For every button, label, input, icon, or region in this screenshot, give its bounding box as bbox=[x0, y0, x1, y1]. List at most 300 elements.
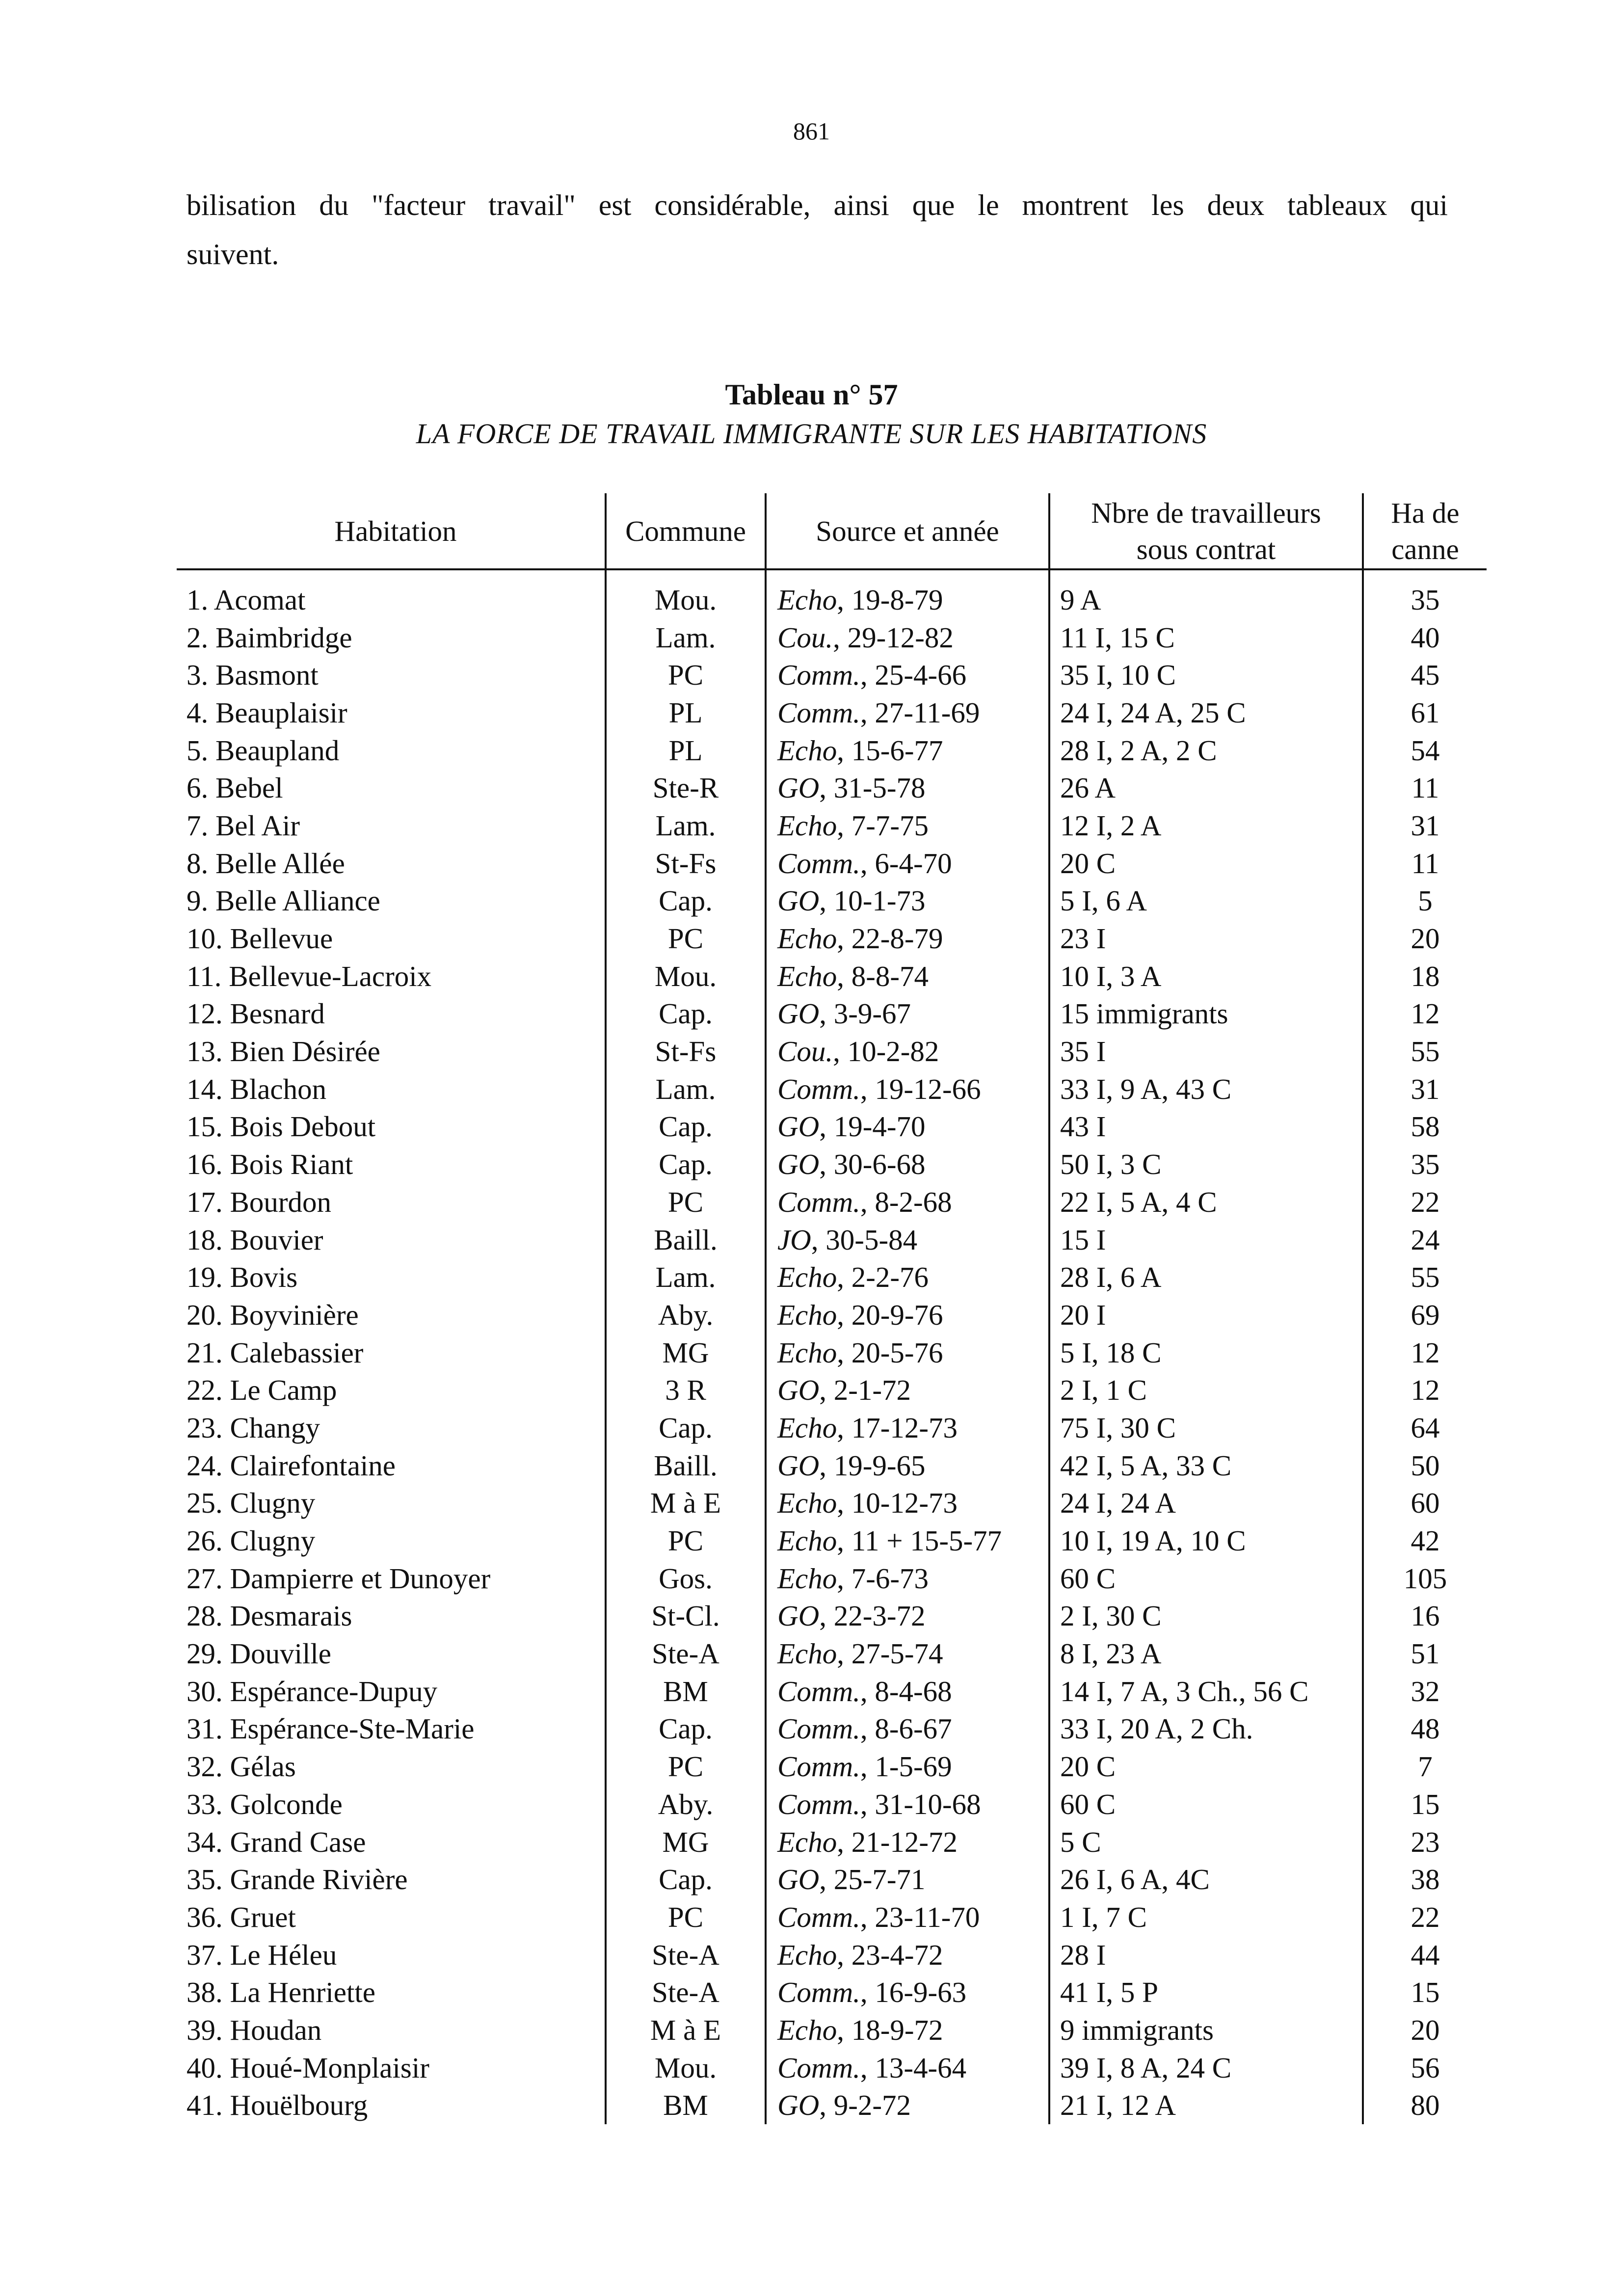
cell-workers: 75 I, 30 C bbox=[1049, 1409, 1363, 1447]
cell-source-name: Echo bbox=[777, 1524, 837, 1557]
cell-commune: Baill. bbox=[606, 1221, 766, 1259]
cell-workers: 26 A bbox=[1049, 769, 1363, 807]
cell-hectares: 55 bbox=[1363, 1033, 1487, 1070]
cell-source-name: GO bbox=[777, 772, 820, 804]
cell-workers: 10 I, 19 A, 10 C bbox=[1049, 1522, 1363, 1560]
cell-source-name: Comm. bbox=[777, 1675, 860, 1708]
cell-source-date: , 25-4-66 bbox=[860, 659, 967, 692]
cell-commune: PC bbox=[606, 1898, 766, 1936]
table-row bbox=[177, 1334, 1487, 1372]
table-row bbox=[177, 1371, 1487, 1409]
table-row bbox=[177, 1710, 1487, 1748]
table-header-row bbox=[177, 493, 1487, 569]
cell-source-date: , 10-1-73 bbox=[819, 884, 926, 917]
cell-source-name: Echo bbox=[777, 1298, 837, 1331]
cell-source-date: , 20-9-76 bbox=[837, 1298, 943, 1331]
cell-commune: Cap. bbox=[606, 882, 766, 920]
cell-hectares: 12 bbox=[1363, 1371, 1487, 1409]
cell-source bbox=[766, 882, 1049, 920]
intro-paragraph bbox=[186, 181, 1448, 279]
page-number: 861 bbox=[793, 117, 830, 145]
cell-hectares: 11 bbox=[1363, 845, 1487, 882]
cell-source-name: Echo bbox=[777, 1261, 837, 1294]
table-row bbox=[177, 1898, 1487, 1936]
cell-source-date: , 2-2-76 bbox=[837, 1261, 929, 1294]
cell-hectares: 31 bbox=[1363, 807, 1487, 845]
header-hectares-line-1: Ha de bbox=[1391, 496, 1460, 529]
cell-workers: 50 I, 3 C bbox=[1049, 1146, 1363, 1183]
cell-hectares: 7 bbox=[1363, 1748, 1487, 1786]
cell-source-name: Comm. bbox=[777, 2051, 860, 2084]
cell-workers: 5 I, 18 C bbox=[1049, 1334, 1363, 1372]
cell-commune: PC bbox=[606, 1522, 766, 1560]
table-row bbox=[177, 1560, 1487, 1598]
cell-hectares: 61 bbox=[1363, 694, 1487, 732]
cell-workers: 28 I, 6 A bbox=[1049, 1258, 1363, 1296]
cell-source-date: , 1-5-69 bbox=[860, 1750, 952, 1783]
table-row bbox=[177, 1522, 1487, 1560]
cell-source-date: , 16-9-63 bbox=[860, 1976, 967, 2009]
cell-hectares: 55 bbox=[1363, 1258, 1487, 1296]
table-row bbox=[177, 2087, 1487, 2125]
cell-workers: 42 I, 5 A, 33 C bbox=[1049, 1447, 1363, 1485]
cell-habitation: 5. Beaupland bbox=[186, 734, 340, 767]
cell-workers: 60 C bbox=[1049, 1786, 1363, 1823]
table-row bbox=[177, 1786, 1487, 1823]
cell-commune: PL bbox=[606, 732, 766, 770]
cell-source bbox=[766, 569, 1049, 619]
cell-source bbox=[766, 1221, 1049, 1259]
cell-habitation: 7. Bel Air bbox=[186, 809, 300, 842]
header-source: Source et année bbox=[766, 493, 1049, 569]
cell-source-name: Echo bbox=[777, 1938, 837, 1971]
table-row bbox=[177, 1108, 1487, 1146]
cell-commune: St-Fs bbox=[606, 1033, 766, 1070]
table-row bbox=[177, 1146, 1487, 1183]
cell-commune: Cap. bbox=[606, 1409, 766, 1447]
cell-source-date: , 18-9-72 bbox=[837, 2013, 943, 2046]
table-row bbox=[177, 1936, 1487, 1974]
cell-source-name: GO bbox=[777, 1110, 820, 1143]
cell-source-date: , 11 + 15-5-77 bbox=[837, 1524, 1002, 1557]
cell-source-name: GO bbox=[777, 2089, 820, 2122]
cell-habitation: 24. Clairefontaine bbox=[186, 1449, 396, 1482]
cell-source-name: Comm. bbox=[777, 696, 860, 729]
cell-source bbox=[766, 995, 1049, 1033]
cell-workers: 9 A bbox=[1049, 569, 1363, 619]
cell-source-date: , 15-6-77 bbox=[837, 734, 943, 767]
cell-habitation: 11. Bellevue-Lacroix bbox=[186, 960, 432, 992]
cell-source bbox=[766, 1748, 1049, 1786]
cell-hectares: 24 bbox=[1363, 1221, 1487, 1259]
cell-habitation: 27. Dampierre et Dunoyer bbox=[186, 1562, 491, 1595]
cell-workers: 11 I, 15 C bbox=[1049, 619, 1363, 657]
cell-hectares: 22 bbox=[1363, 1898, 1487, 1936]
cell-source bbox=[766, 1409, 1049, 1447]
cell-source-name: Echo bbox=[777, 1487, 837, 1520]
cell-source bbox=[766, 1635, 1049, 1673]
cell-habitation: 1. Acomat bbox=[186, 583, 306, 616]
cell-commune: Mou. bbox=[606, 958, 766, 995]
cell-hectares: 51 bbox=[1363, 1635, 1487, 1673]
cell-commune: Gos. bbox=[606, 1560, 766, 1598]
cell-source-date: , 8-2-68 bbox=[860, 1185, 952, 1218]
cell-source bbox=[766, 1070, 1049, 1108]
cell-habitation: 38. La Henriette bbox=[186, 1976, 375, 2009]
cell-commune: Lam. bbox=[606, 1258, 766, 1296]
cell-source bbox=[766, 1560, 1049, 1598]
cell-source-date: , 6-4-70 bbox=[860, 847, 952, 880]
cell-source-name: Comm. bbox=[777, 1185, 860, 1218]
cell-habitation: 8. Belle Allée bbox=[186, 847, 345, 880]
cell-habitation: 35. Grande Rivière bbox=[186, 1863, 408, 1896]
cell-habitation: 33. Golconde bbox=[186, 1788, 343, 1820]
cell-workers: 9 immigrants bbox=[1049, 2011, 1363, 2049]
cell-commune: PC bbox=[606, 656, 766, 694]
cell-source-name: GO bbox=[777, 1863, 820, 1896]
table-row bbox=[177, 1748, 1487, 1786]
cell-source-name: Echo bbox=[777, 734, 837, 767]
cell-hectares: 12 bbox=[1363, 995, 1487, 1033]
table-row bbox=[177, 569, 1487, 619]
table-row bbox=[177, 1221, 1487, 1259]
cell-commune: Cap. bbox=[606, 1108, 766, 1146]
cell-source-name: Echo bbox=[777, 583, 837, 616]
cell-hectares: 35 bbox=[1363, 569, 1487, 619]
cell-source-date: , 27-5-74 bbox=[837, 1637, 943, 1670]
cell-hectares: 23 bbox=[1363, 1823, 1487, 1861]
cell-habitation: 14. Blachon bbox=[186, 1072, 327, 1105]
cell-commune: PC bbox=[606, 920, 766, 958]
cell-hectares: 48 bbox=[1363, 1710, 1487, 1748]
table-row bbox=[177, 920, 1487, 958]
cell-source-name: Echo bbox=[777, 1562, 837, 1595]
cell-habitation: 23. Changy bbox=[186, 1411, 320, 1444]
cell-source-date: , 23-11-70 bbox=[860, 1900, 980, 1933]
cell-source-name: Cou. bbox=[777, 1035, 833, 1068]
cell-commune: Cap. bbox=[606, 1710, 766, 1748]
cell-habitation: 32. Gélas bbox=[186, 1750, 296, 1783]
cell-hectares: 11 bbox=[1363, 769, 1487, 807]
table-body bbox=[177, 569, 1487, 2124]
cell-source-date: , 10-2-82 bbox=[833, 1035, 939, 1068]
cell-source bbox=[766, 1447, 1049, 1485]
cell-source-date: , 13-4-64 bbox=[860, 2051, 967, 2084]
header-habitation: Habitation bbox=[177, 493, 606, 569]
cell-workers: 15 immigrants bbox=[1049, 995, 1363, 1033]
cell-habitation: 30. Espérance-Dupuy bbox=[186, 1675, 438, 1708]
cell-source bbox=[766, 1898, 1049, 1936]
cell-hectares: 5 bbox=[1363, 882, 1487, 920]
cell-source-name: GO bbox=[777, 997, 820, 1030]
cell-source-date: , 30-5-84 bbox=[811, 1223, 918, 1256]
cell-habitation: 13. Bien Désirée bbox=[186, 1035, 380, 1068]
cell-habitation: 25. Clugny bbox=[186, 1487, 316, 1520]
cell-commune: Ste-A bbox=[606, 1974, 766, 2011]
cell-commune: Aby. bbox=[606, 1296, 766, 1334]
cell-commune: Lam. bbox=[606, 807, 766, 845]
table-row bbox=[177, 619, 1487, 657]
cell-source-name: Echo bbox=[777, 1336, 837, 1369]
cell-source bbox=[766, 958, 1049, 995]
cell-commune: Ste-R bbox=[606, 769, 766, 807]
cell-hectares: 54 bbox=[1363, 732, 1487, 770]
cell-source bbox=[766, 1936, 1049, 1974]
cell-source bbox=[766, 1371, 1049, 1409]
cell-commune: PL bbox=[606, 694, 766, 732]
cell-workers: 15 I bbox=[1049, 1221, 1363, 1259]
cell-habitation: 39. Houdan bbox=[186, 2013, 322, 2046]
cell-source-name: Comm. bbox=[777, 1712, 860, 1745]
cell-hectares: 20 bbox=[1363, 2011, 1487, 2049]
cell-source-name: Cou. bbox=[777, 621, 833, 654]
table-row bbox=[177, 1861, 1487, 1898]
cell-source bbox=[766, 1334, 1049, 1372]
cell-hectares: 105 bbox=[1363, 1560, 1487, 1598]
cell-workers: 20 C bbox=[1049, 845, 1363, 882]
cell-hectares: 56 bbox=[1363, 2049, 1487, 2087]
cell-source-name: JO bbox=[777, 1223, 811, 1256]
cell-source bbox=[766, 1786, 1049, 1823]
table-row bbox=[177, 2011, 1487, 2049]
cell-habitation: 3. Basmont bbox=[186, 659, 319, 692]
cell-habitation: 16. Bois Riant bbox=[186, 1148, 353, 1181]
cell-habitation: 17. Bourdon bbox=[186, 1185, 331, 1218]
cell-commune: 3 R bbox=[606, 1371, 766, 1409]
cell-source bbox=[766, 2049, 1049, 2087]
cell-workers: 41 I, 5 P bbox=[1049, 1974, 1363, 2011]
cell-hectares: 22 bbox=[1363, 1183, 1487, 1221]
cell-habitation: 31. Espérance-Ste-Marie bbox=[186, 1712, 475, 1745]
cell-workers: 20 C bbox=[1049, 1748, 1363, 1786]
cell-source-date: , 22-3-72 bbox=[819, 1600, 926, 1632]
table-row bbox=[177, 694, 1487, 732]
cell-habitation: 41. Houëlbourg bbox=[186, 2089, 368, 2122]
cell-source-date: , 19-8-79 bbox=[837, 583, 943, 616]
header-commune: Commune bbox=[606, 493, 766, 569]
cell-source-name: Echo bbox=[777, 809, 837, 842]
cell-source-name: Echo bbox=[777, 1825, 837, 1858]
table-subtitle: LA FORCE DE TRAVAIL IMMIGRANTE SUR LES HABITATIONS bbox=[416, 418, 1207, 450]
table-row bbox=[177, 656, 1487, 694]
cell-source bbox=[766, 769, 1049, 807]
cell-commune: Cap. bbox=[606, 1861, 766, 1898]
cell-source bbox=[766, 1673, 1049, 1710]
cell-source bbox=[766, 1108, 1049, 1146]
table-row bbox=[177, 2049, 1487, 2087]
cell-commune: M à E bbox=[606, 1485, 766, 1522]
cell-source-date: , 29-12-82 bbox=[833, 621, 954, 654]
cell-source-date: , 8-4-68 bbox=[860, 1675, 952, 1708]
cell-habitation: 2. Baimbridge bbox=[186, 621, 352, 654]
cell-hectares: 44 bbox=[1363, 1936, 1487, 1974]
cell-workers: 60 C bbox=[1049, 1560, 1363, 1598]
cell-workers: 10 I, 3 A bbox=[1049, 958, 1363, 995]
cell-source-date: , 25-7-71 bbox=[819, 1863, 926, 1896]
cell-commune: Mou. bbox=[606, 2049, 766, 2087]
cell-workers: 23 I bbox=[1049, 920, 1363, 958]
cell-source-date: , 3-9-67 bbox=[819, 997, 911, 1030]
cell-workers: 35 I bbox=[1049, 1033, 1363, 1070]
cell-hectares: 15 bbox=[1363, 1786, 1487, 1823]
cell-workers: 28 I bbox=[1049, 1936, 1363, 1974]
cell-source bbox=[766, 1974, 1049, 2011]
cell-hectares: 42 bbox=[1363, 1522, 1487, 1560]
cell-workers: 35 I, 10 C bbox=[1049, 656, 1363, 694]
table-row bbox=[177, 1033, 1487, 1070]
cell-workers: 21 I, 12 A bbox=[1049, 2087, 1363, 2125]
cell-hectares: 80 bbox=[1363, 2087, 1487, 2125]
cell-habitation: 20. Boyvinière bbox=[186, 1298, 359, 1331]
cell-source-date: , 30-6-68 bbox=[819, 1148, 926, 1181]
table-row bbox=[177, 958, 1487, 995]
cell-commune: St-Fs bbox=[606, 845, 766, 882]
cell-source-date: , 7-6-73 bbox=[837, 1562, 929, 1595]
table-row bbox=[177, 769, 1487, 807]
cell-habitation: 21. Calebassier bbox=[186, 1336, 364, 1369]
cell-source-date: , 19-9-65 bbox=[819, 1449, 926, 1482]
header-workers bbox=[1049, 493, 1363, 569]
cell-source-name: Comm. bbox=[777, 847, 860, 880]
cell-source-name: Comm. bbox=[777, 1976, 860, 2009]
cell-source bbox=[766, 2087, 1049, 2125]
cell-source-name: Echo bbox=[777, 1411, 837, 1444]
cell-habitation: 6. Bebel bbox=[186, 772, 283, 804]
cell-source bbox=[766, 1033, 1049, 1070]
cell-habitation: 40. Houé-Monplaisir bbox=[186, 2051, 429, 2084]
cell-commune: MG bbox=[606, 1823, 766, 1861]
cell-workers: 2 I, 30 C bbox=[1049, 1598, 1363, 1635]
cell-source bbox=[766, 920, 1049, 958]
cell-commune: MG bbox=[606, 1334, 766, 1372]
cell-source-date: , 19-12-66 bbox=[860, 1072, 981, 1105]
table-title: Tableau n° 57 bbox=[725, 378, 898, 411]
cell-workers: 5 C bbox=[1049, 1823, 1363, 1861]
cell-workers: 22 I, 5 A, 4 C bbox=[1049, 1183, 1363, 1221]
cell-workers: 24 I, 24 A bbox=[1049, 1485, 1363, 1522]
cell-source-date: , 21-12-72 bbox=[837, 1825, 958, 1858]
table-row bbox=[177, 1974, 1487, 2011]
cell-habitation: 12. Besnard bbox=[186, 997, 325, 1030]
cell-source-name: Comm. bbox=[777, 1900, 860, 1933]
header-hectares-line-2: canne bbox=[1391, 533, 1459, 565]
cell-source-name: Echo bbox=[777, 922, 837, 955]
cell-commune: Cap. bbox=[606, 1146, 766, 1183]
cell-workers: 39 I, 8 A, 24 C bbox=[1049, 2049, 1363, 2087]
cell-commune: BM bbox=[606, 1673, 766, 1710]
cell-hectares: 69 bbox=[1363, 1296, 1487, 1334]
cell-source-date: , 10-12-73 bbox=[837, 1487, 958, 1520]
cell-workers: 43 I bbox=[1049, 1108, 1363, 1146]
cell-habitation: 10. Bellevue bbox=[186, 922, 333, 955]
cell-source bbox=[766, 1485, 1049, 1522]
cell-commune: Lam. bbox=[606, 1070, 766, 1108]
cell-commune: Aby. bbox=[606, 1786, 766, 1823]
cell-source-name: GO bbox=[777, 1449, 820, 1482]
cell-workers: 8 I, 23 A bbox=[1049, 1635, 1363, 1673]
table-row bbox=[177, 1183, 1487, 1221]
cell-source bbox=[766, 1598, 1049, 1635]
cell-workers: 33 I, 20 A, 2 Ch. bbox=[1049, 1710, 1363, 1748]
cell-workers: 24 I, 24 A, 25 C bbox=[1049, 694, 1363, 732]
cell-source bbox=[766, 1710, 1049, 1748]
cell-hectares: 35 bbox=[1363, 1146, 1487, 1183]
table-row bbox=[177, 1673, 1487, 1710]
cell-commune: Mou. bbox=[606, 569, 766, 619]
cell-source bbox=[766, 619, 1049, 657]
cell-habitation: 18. Bouvier bbox=[186, 1223, 323, 1256]
cell-source bbox=[766, 845, 1049, 882]
table-row bbox=[177, 1296, 1487, 1334]
cell-habitation: 28. Desmarais bbox=[186, 1600, 352, 1632]
cell-source-name: Echo bbox=[777, 2013, 837, 2046]
cell-habitation: 29. Douville bbox=[186, 1637, 331, 1670]
cell-commune: M à E bbox=[606, 2011, 766, 2049]
cell-hectares: 50 bbox=[1363, 1447, 1487, 1485]
table-row bbox=[177, 882, 1487, 920]
cell-source bbox=[766, 1522, 1049, 1560]
cell-habitation: 4. Beauplaisir bbox=[186, 696, 347, 729]
cell-hectares: 38 bbox=[1363, 1861, 1487, 1898]
cell-source-name: Echo bbox=[777, 1637, 837, 1670]
cell-source-name: Comm. bbox=[777, 1072, 860, 1105]
table-row bbox=[177, 732, 1487, 770]
cell-source-date: , 7-7-75 bbox=[837, 809, 929, 842]
cell-habitation: 26. Clugny bbox=[186, 1524, 316, 1557]
cell-commune: BM bbox=[606, 2087, 766, 2125]
table-row bbox=[177, 1485, 1487, 1522]
table-row bbox=[177, 1447, 1487, 1485]
cell-habitation: 9. Belle Alliance bbox=[186, 884, 380, 917]
cell-habitation: 37. Le Héleu bbox=[186, 1938, 337, 1971]
cell-habitation: 22. Le Camp bbox=[186, 1374, 337, 1407]
cell-source-name: GO bbox=[777, 1148, 820, 1181]
table-row bbox=[177, 995, 1487, 1033]
cell-source-name: Echo bbox=[777, 960, 837, 992]
cell-source-date: , 31-5-78 bbox=[819, 772, 926, 804]
table-row bbox=[177, 1635, 1487, 1673]
cell-hectares: 20 bbox=[1363, 920, 1487, 958]
cell-source bbox=[766, 1861, 1049, 1898]
cell-source-name: GO bbox=[777, 1600, 820, 1632]
cell-workers: 2 I, 1 C bbox=[1049, 1371, 1363, 1409]
cell-source-date: , 8-8-74 bbox=[837, 960, 929, 992]
cell-hectares: 16 bbox=[1363, 1598, 1487, 1635]
cell-source bbox=[766, 1823, 1049, 1861]
cell-commune: St-Cl. bbox=[606, 1598, 766, 1635]
cell-workers: 33 I, 9 A, 43 C bbox=[1049, 1070, 1363, 1108]
cell-habitation: 19. Bovis bbox=[186, 1261, 298, 1294]
cell-source bbox=[766, 807, 1049, 845]
cell-source bbox=[766, 1183, 1049, 1221]
header-workers-line-2: sous contrat bbox=[1136, 533, 1276, 565]
cell-source-date: , 22-8-79 bbox=[837, 922, 943, 955]
cell-source-date: , 20-5-76 bbox=[837, 1336, 943, 1369]
cell-hectares: 31 bbox=[1363, 1070, 1487, 1108]
cell-commune: Ste-A bbox=[606, 1936, 766, 1974]
table-row bbox=[177, 1823, 1487, 1861]
cell-hectares: 32 bbox=[1363, 1673, 1487, 1710]
cell-source-date: , 8-6-67 bbox=[860, 1712, 952, 1745]
cell-habitation: 34. Grand Case bbox=[186, 1825, 366, 1858]
labour-force-table bbox=[177, 493, 1487, 2124]
cell-habitation: 15. Bois Debout bbox=[186, 1110, 376, 1143]
intro-line-2: suivent. bbox=[186, 238, 279, 270]
cell-workers: 1 I, 7 C bbox=[1049, 1898, 1363, 1936]
cell-source-name: Comm. bbox=[777, 1788, 860, 1820]
table-row bbox=[177, 1409, 1487, 1447]
cell-source-name: GO bbox=[777, 1374, 820, 1407]
